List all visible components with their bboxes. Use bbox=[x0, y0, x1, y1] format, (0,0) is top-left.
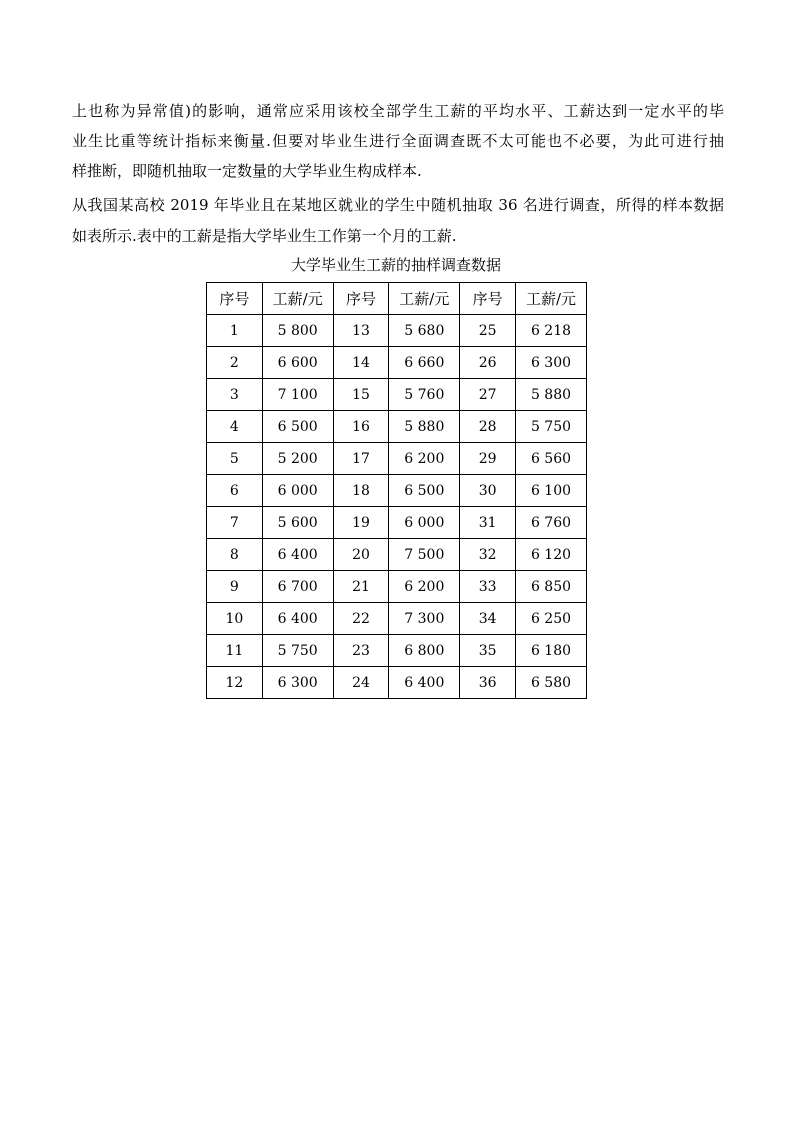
serial-cell: 8 bbox=[207, 539, 263, 571]
wage-cell: 6 100 bbox=[516, 475, 587, 507]
table-row bbox=[207, 443, 587, 475]
wage-cell: 6 250 bbox=[516, 603, 587, 635]
serial-cell: 18 bbox=[333, 475, 389, 507]
serial-cell: 17 bbox=[333, 443, 389, 475]
wage-cell: 5 880 bbox=[389, 411, 460, 443]
serial-cell: 6 bbox=[207, 475, 263, 507]
table-row bbox=[207, 603, 587, 635]
table-body bbox=[207, 315, 587, 699]
table-caption: 大学毕业生工薪的抽样调查数据 bbox=[290, 256, 501, 274]
header-cell-wage: 工薪/元 bbox=[262, 283, 333, 315]
serial-cell: 24 bbox=[333, 667, 389, 699]
header-cell-serial: 序号 bbox=[333, 283, 389, 315]
serial-cell: 3 bbox=[207, 379, 263, 411]
serial-cell: 10 bbox=[207, 603, 263, 635]
serial-cell: 1 bbox=[207, 315, 263, 347]
wage-cell: 7 100 bbox=[262, 379, 333, 411]
table-row bbox=[207, 475, 587, 507]
wage-cell: 5 800 bbox=[262, 315, 333, 347]
serial-cell: 19 bbox=[333, 507, 389, 539]
serial-cell: 32 bbox=[460, 539, 516, 571]
table-row bbox=[207, 347, 587, 379]
table-header-row bbox=[207, 283, 587, 315]
serial-cell: 5 bbox=[207, 443, 263, 475]
wage-cell: 5 760 bbox=[389, 379, 460, 411]
wage-cell: 6 560 bbox=[516, 443, 587, 475]
serial-cell: 25 bbox=[460, 315, 516, 347]
wage-cell: 6 000 bbox=[262, 475, 333, 507]
paragraph-line-2: 业生比重等统计指标来衡量.但要对毕业生进行全面调查既不太可能也不必要，为此可进行抽 bbox=[72, 132, 724, 150]
header-cell-serial: 序号 bbox=[207, 283, 263, 315]
serial-cell: 30 bbox=[460, 475, 516, 507]
wage-cell: 6 850 bbox=[516, 571, 587, 603]
serial-cell: 35 bbox=[460, 635, 516, 667]
serial-cell: 27 bbox=[460, 379, 516, 411]
table-row bbox=[207, 667, 587, 699]
wage-cell: 6 300 bbox=[262, 667, 333, 699]
wage-cell: 6 400 bbox=[262, 539, 333, 571]
serial-cell: 26 bbox=[460, 347, 516, 379]
serial-cell: 22 bbox=[333, 603, 389, 635]
wage-cell: 6 500 bbox=[389, 475, 460, 507]
serial-cell: 11 bbox=[207, 635, 263, 667]
wage-cell: 5 750 bbox=[262, 635, 333, 667]
header-cell-wage: 工薪/元 bbox=[389, 283, 460, 315]
wage-cell: 5 750 bbox=[516, 411, 587, 443]
wage-cell: 6 180 bbox=[516, 635, 587, 667]
serial-cell: 23 bbox=[333, 635, 389, 667]
wage-cell: 6 400 bbox=[262, 603, 333, 635]
paragraph-line-3: 样推断，即随机抽取一定数量的大学毕业生构成样本. bbox=[72, 162, 422, 180]
wage-cell: 5 880 bbox=[516, 379, 587, 411]
wage-cell: 6 800 bbox=[389, 635, 460, 667]
wage-cell: 6 660 bbox=[389, 347, 460, 379]
wage-cell: 6 760 bbox=[516, 507, 587, 539]
table-row bbox=[207, 571, 587, 603]
header-cell-serial: 序号 bbox=[460, 283, 516, 315]
table-row bbox=[207, 379, 587, 411]
serial-cell: 20 bbox=[333, 539, 389, 571]
serial-cell: 13 bbox=[333, 315, 389, 347]
serial-cell: 14 bbox=[333, 347, 389, 379]
paragraph-line-1: 上也称为异常值)的影响，通常应采用该校全部学生工薪的平均水平、工薪达到一定水平的毕 bbox=[72, 102, 724, 120]
serial-cell: 7 bbox=[207, 507, 263, 539]
serial-cell: 12 bbox=[207, 667, 263, 699]
wage-cell: 7 300 bbox=[389, 603, 460, 635]
serial-cell: 28 bbox=[460, 411, 516, 443]
wage-cell: 5 600 bbox=[262, 507, 333, 539]
header-cell-wage: 工薪/元 bbox=[516, 283, 587, 315]
wage-cell: 6 120 bbox=[516, 539, 587, 571]
table-row bbox=[207, 411, 587, 443]
wage-cell: 6 000 bbox=[389, 507, 460, 539]
serial-cell: 33 bbox=[460, 571, 516, 603]
wage-cell: 6 580 bbox=[516, 667, 587, 699]
table-row bbox=[207, 315, 587, 347]
wage-cell: 6 600 bbox=[262, 347, 333, 379]
table-row bbox=[207, 539, 587, 571]
wage-cell: 6 500 bbox=[262, 411, 333, 443]
serial-cell: 34 bbox=[460, 603, 516, 635]
serial-cell: 2 bbox=[207, 347, 263, 379]
wage-cell: 6 200 bbox=[389, 443, 460, 475]
wage-cell: 7 500 bbox=[389, 539, 460, 571]
serial-cell: 36 bbox=[460, 667, 516, 699]
serial-cell: 4 bbox=[207, 411, 263, 443]
serial-cell: 31 bbox=[460, 507, 516, 539]
serial-cell: 29 bbox=[460, 443, 516, 475]
paragraph-line-4: 从我国某高校 2019 年毕业且在某地区就业的学生中随机抽取 36 名进行调查，所得的样本数据 bbox=[72, 196, 724, 214]
table-row bbox=[207, 507, 587, 539]
wage-cell: 6 200 bbox=[389, 571, 460, 603]
salary-table bbox=[206, 282, 587, 699]
wage-cell: 6 400 bbox=[389, 667, 460, 699]
wage-cell: 6 300 bbox=[516, 347, 587, 379]
paragraph-line-5: 如表所示.表中的工薪是指大学毕业生工作第一个月的工薪. bbox=[72, 227, 457, 245]
serial-cell: 9 bbox=[207, 571, 263, 603]
table-row bbox=[207, 635, 587, 667]
wage-cell: 5 200 bbox=[262, 443, 333, 475]
wage-cell: 5 680 bbox=[389, 315, 460, 347]
serial-cell: 16 bbox=[333, 411, 389, 443]
serial-cell: 21 bbox=[333, 571, 389, 603]
wage-cell: 6 218 bbox=[516, 315, 587, 347]
wage-cell: 6 700 bbox=[262, 571, 333, 603]
serial-cell: 15 bbox=[333, 379, 389, 411]
